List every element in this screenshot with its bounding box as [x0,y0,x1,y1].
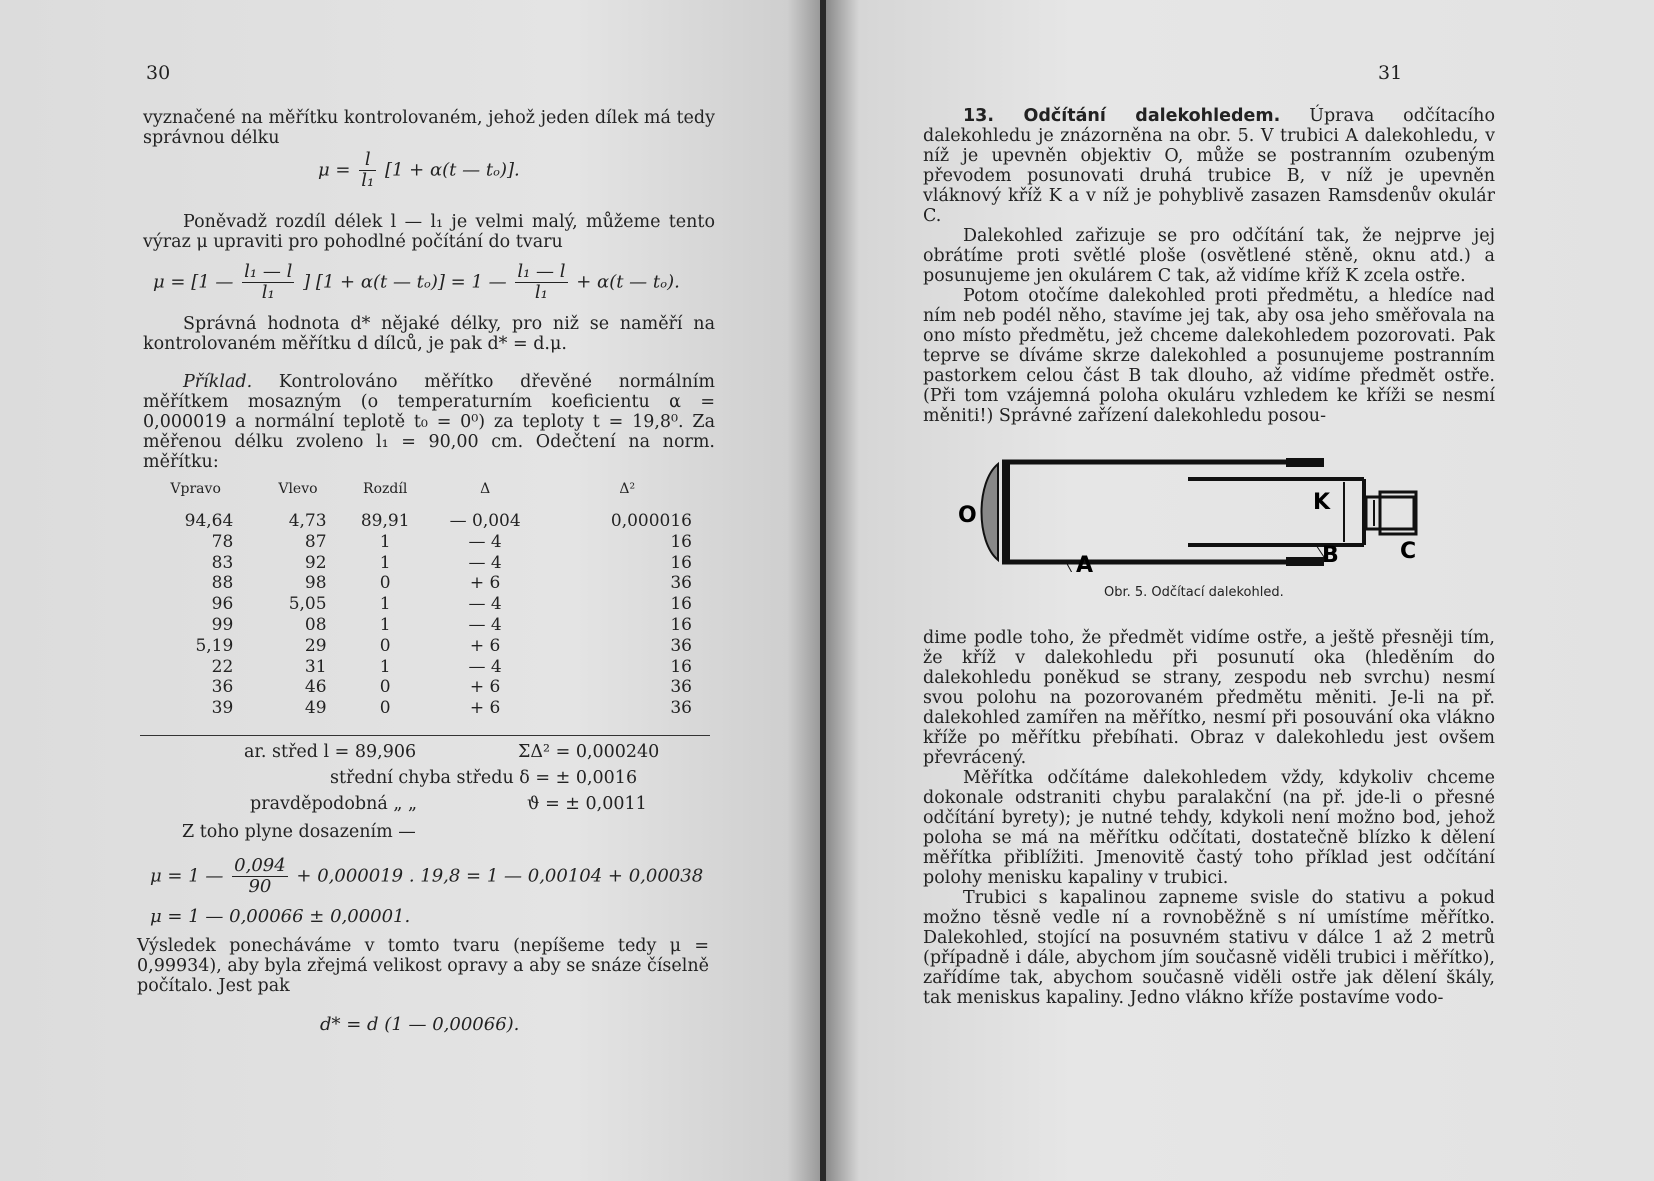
formula2-rest: + α(t — tₒ). [576,271,680,293]
table-cell: 88 [211,573,234,594]
table-cell: — 4 [468,656,502,677]
stat-mean-error: střední chyba středu δ = ± 0,0016 [330,768,638,788]
table-cell: + 6 [469,635,501,656]
formula-numeric [150,856,703,897]
formula-mu-approx [153,262,680,303]
table-cell: — 4 [468,614,502,635]
formula3-den: 90 [232,876,288,897]
table-header-row [140,480,710,511]
table-cell: 16 [670,656,692,677]
table-cell: 36 [211,677,234,698]
formula3-rest: + 0,000019 . 19,8 = 1 — 0,00104 + 0,00038 [296,865,704,887]
table-row [140,594,710,615]
stat-probable-label: pravděpodobná „ „ [250,794,418,814]
table-cell: 98 [304,573,327,594]
para5-text: Měřítka odčítáme dalekohledem vždy, kdykoliv chceme dokonale odstraniti chybu paralakční (na př. jde-li o přesné odčítání byrety); je nutné tehdy, kdykoli není možno bod, jehož poloha se má na měřítku odčítati, dostatečně blízko k dělení měřítka přiblížiti. Jmenovitě častý toho příklad jest odčítání polohy menisku kapaliny v trubici. [923,768,1495,888]
formula2-num2: l₁ — l [517,261,566,282]
table-cell: + 6 [469,677,501,698]
telescope-diagram [956,452,1426,572]
table-rule [140,735,710,736]
formula1-rest: [1 + α(t — tₒ)]. [384,159,520,181]
formula-mu-exact [318,150,520,191]
table-cell: 92 [304,552,327,573]
table-cell: 5,19 [195,635,234,656]
measurement-table [140,480,710,719]
page-number-left: 30 [146,62,171,84]
paragraph-result [137,936,709,996]
table-cell: 46 [304,677,327,698]
table-cell: 29 [304,635,327,656]
table-row [140,657,710,678]
table-cell: 94,64 [184,511,234,531]
intro-paragraph [143,108,715,148]
label-k: K [1313,490,1331,515]
table-row [140,532,710,553]
table-cell: 5,05 [288,594,327,615]
formula2-mid: ] [1 + α(t — tₒ)] = 1 — [303,271,507,293]
objective-lens [982,464,999,560]
table-row [140,677,710,698]
table-cell: 0 [379,698,391,719]
table-cell: 49 [304,698,327,719]
table-cell: 4,73 [288,511,327,531]
example-body [143,372,715,472]
table-cell: 36 [670,573,692,594]
page-number-right: 31 [1378,62,1403,84]
tube-a-rim-bottom [1286,557,1324,566]
table-cell: 78 [211,531,234,552]
para3-text: Správná hodnota d* nějaké délky, pro niž se naměří na kontrolovaném měřítku d dílců, je pak d* = d.μ. [143,314,715,354]
label-b: B [1322,543,1339,568]
table-cell: 39 [211,698,234,719]
table-cell: 96 [211,594,234,615]
stat-sum-squares: ΣΔ² = 0,000240 [518,742,660,762]
table-cell: 1 [379,614,391,635]
intro-text: vyznačené na měřítku kontrolovaném, jehož jeden dílek má tedy správnou délku [143,108,715,148]
formula1-den: l₁ [361,170,375,191]
table-cell: 1 [379,594,391,615]
table-cell: 1 [379,531,391,552]
formula3-num: 0,094 [234,855,286,876]
example-label: Příklad. [183,372,253,392]
table-cell: — 4 [468,594,502,615]
para4-text: Výsledek ponecháváme v tomto tvaru (nepíšeme tedy μ = 0,99934), aby byla zřejmá velikost opravy a aby se snáze číselně počítalo. Jest pak [137,936,709,996]
formula2-num1: l₁ — l [244,261,293,282]
paragraph-correct-value [143,314,715,354]
table-cell: + 6 [469,573,501,594]
section-heading: 13. Odčítání dalekohledem. [963,106,1281,126]
example-paragraph [143,372,715,472]
table-cell: — 0,004 [449,511,521,531]
formula-result: μ = 1 — 0,00066 ± 0,00001. [150,906,411,927]
stat-probable-value: ϑ = ± 0,0011 [527,794,647,814]
section-13-intro [923,106,1495,426]
figure-caption: Obr. 5. Odčítací dalekohled. [1104,585,1284,600]
tube-a-rim-top [1286,458,1324,467]
formula1-num: l [364,149,371,170]
table-cell: 1 [379,552,391,573]
section-13-continued [923,628,1495,1008]
formula3-lhs: μ = 1 — [150,865,224,887]
table-cell: 16 [670,614,692,635]
example-text: Kontrolováno měřítko dřevěné normálním měřítkem mosazným (o temperaturním koeficientu α = 0,000019 a normální teplotě t₀ = 0⁰) za teploty t = 19,8⁰. Za měřenou délku zvoleno l₁ = 90,00 cm. Odečtení na norm. měřítku: [143,372,715,472]
label-c: C [1400,539,1417,564]
column-header: Vlevo [278,481,318,497]
table-cell: 83 [211,552,234,573]
table-cell: 16 [670,594,692,615]
formula-final: d* = d (1 — 0,00066). [320,1014,520,1035]
left-page [0,0,820,1181]
para1 [923,106,1495,226]
table-cell: 1 [379,656,391,677]
para2-text: Dalekohled zařizuje se pro odčítání tak, že nejprve jej obrátíme proti světlé ploše (osvětlené stěně, oknu atd.) a posunujeme jen okulárem C tak, až vidíme kříž K zcela ostře. [923,226,1495,286]
table-cell: — 4 [468,531,502,552]
table-row [140,636,710,657]
stat-mean: ar. střed l = 89,906 [244,742,417,762]
formula1-lhs: μ = [318,159,351,181]
table-cell: 22 [211,656,234,677]
column-header: Vpravo [170,481,221,497]
table-cell: 31 [304,656,327,677]
table-cell: 99 [211,614,234,635]
table-cell: 36 [670,677,692,698]
formula2-lhs: μ = [1 — [153,271,234,293]
table-cell: 16 [670,552,692,573]
para2-text: Poněvadž rozdíl délek l — l₁ je velmi malý, můžeme tento výraz μ upraviti pro pohodlné počítání do tvaru [143,212,715,252]
para4-text: dime podle toho, že předmět vidíme ostře, a ještě přesněji tím, že kříž v dalekohledu při posunutí oka (hleděním do dalekohledu poněkud se strany, zespodu neb svrchu) nesmí svou polohu na pozorovaném předmětu měniti. Je-li na př. dalekohled zamířen na měřítko, nesmí při posouvání oka vlákno kříže po měřítku přebíhati. Obraz v dalekohledu jest ovšem převrácený. [923,628,1495,768]
table-cell: 0 [379,677,391,698]
formula2-fraction1 [242,262,294,303]
column-header: Δ² [619,481,636,497]
table-cell: 36 [670,635,692,656]
table-body [140,511,710,719]
table-cell: 0 [379,573,391,594]
formula3-fraction [232,856,288,897]
table-row [140,553,710,574]
formula1-fraction [359,150,376,191]
label-a: A [1076,553,1094,572]
table-row [140,615,710,636]
formula2-den2: l₁ [515,282,567,303]
table-row [140,573,710,594]
table-cell: 0,000016 [610,511,692,531]
table-row [140,698,710,719]
table-cell: 08 [304,614,327,635]
table-cell: 16 [670,531,692,552]
table-cell: + 6 [469,698,501,719]
table-cell: 36 [670,698,692,719]
para3-text: Potom otočíme dalekohled proti předmětu, a hledíce nad ním neb podél něho, stavíme jej tak, aby osa jeho směřovala na ono místo předmětu, jež chceme dalekohledem pozorovati. Pak teprve se díváme skrze dalekohled a posunujeme postranním pastorkem celou část B tak dlouho, až vidíme předmět ostře. (Při tom vzájemná poloha okuláru vzhledem ke kříži se nesmí měniti!) Správné zařízení dalekohledu posou- [923,286,1495,426]
para1-text: Úprava odčítacího dalekohledu je znázorněna na obr. 5. V trubici A dalekohledu, v níž je upevněn objektiv O, může se postranním ozubeným převodem posunovati druhá trubice B, v níž je upevněn vláknový kříž K a v níž je pohyblivě zasazen Ramsdenův okulár C. [923,106,1495,226]
right-page [826,0,1654,1181]
formula2-den1: l₁ [242,282,294,303]
table-cell: 89,91 [360,511,410,531]
column-header: Rozdíl [363,481,408,497]
formula2-fraction2 [515,262,567,303]
table-cell: — 4 [468,552,502,573]
table-cell: 0 [379,635,391,656]
paragraph-approximation [143,212,715,252]
label-o: O [958,503,977,528]
table-cell: 87 [304,531,327,552]
column-header: Δ [480,481,491,497]
para6-text: Trubici s kapalinou zapneme svisle do stativu a pokud možno těsně vedle ní a rovnoběžně s ní umístíme měřítko. Dalekohled, stojící na posuvném stativu v dálce 1 až 2 metrů (případně i dále, abychom jím současně viděli trubici i měřítko), zařídíme tak, abychom současně viděli ostře jak dělení škály, tak meniskus kapaliny. Jedno vlákno kříže postavíme vodo- [923,888,1495,1008]
table-row [140,511,710,532]
substitution-line: Z toho plyne dosazením — [182,822,416,842]
